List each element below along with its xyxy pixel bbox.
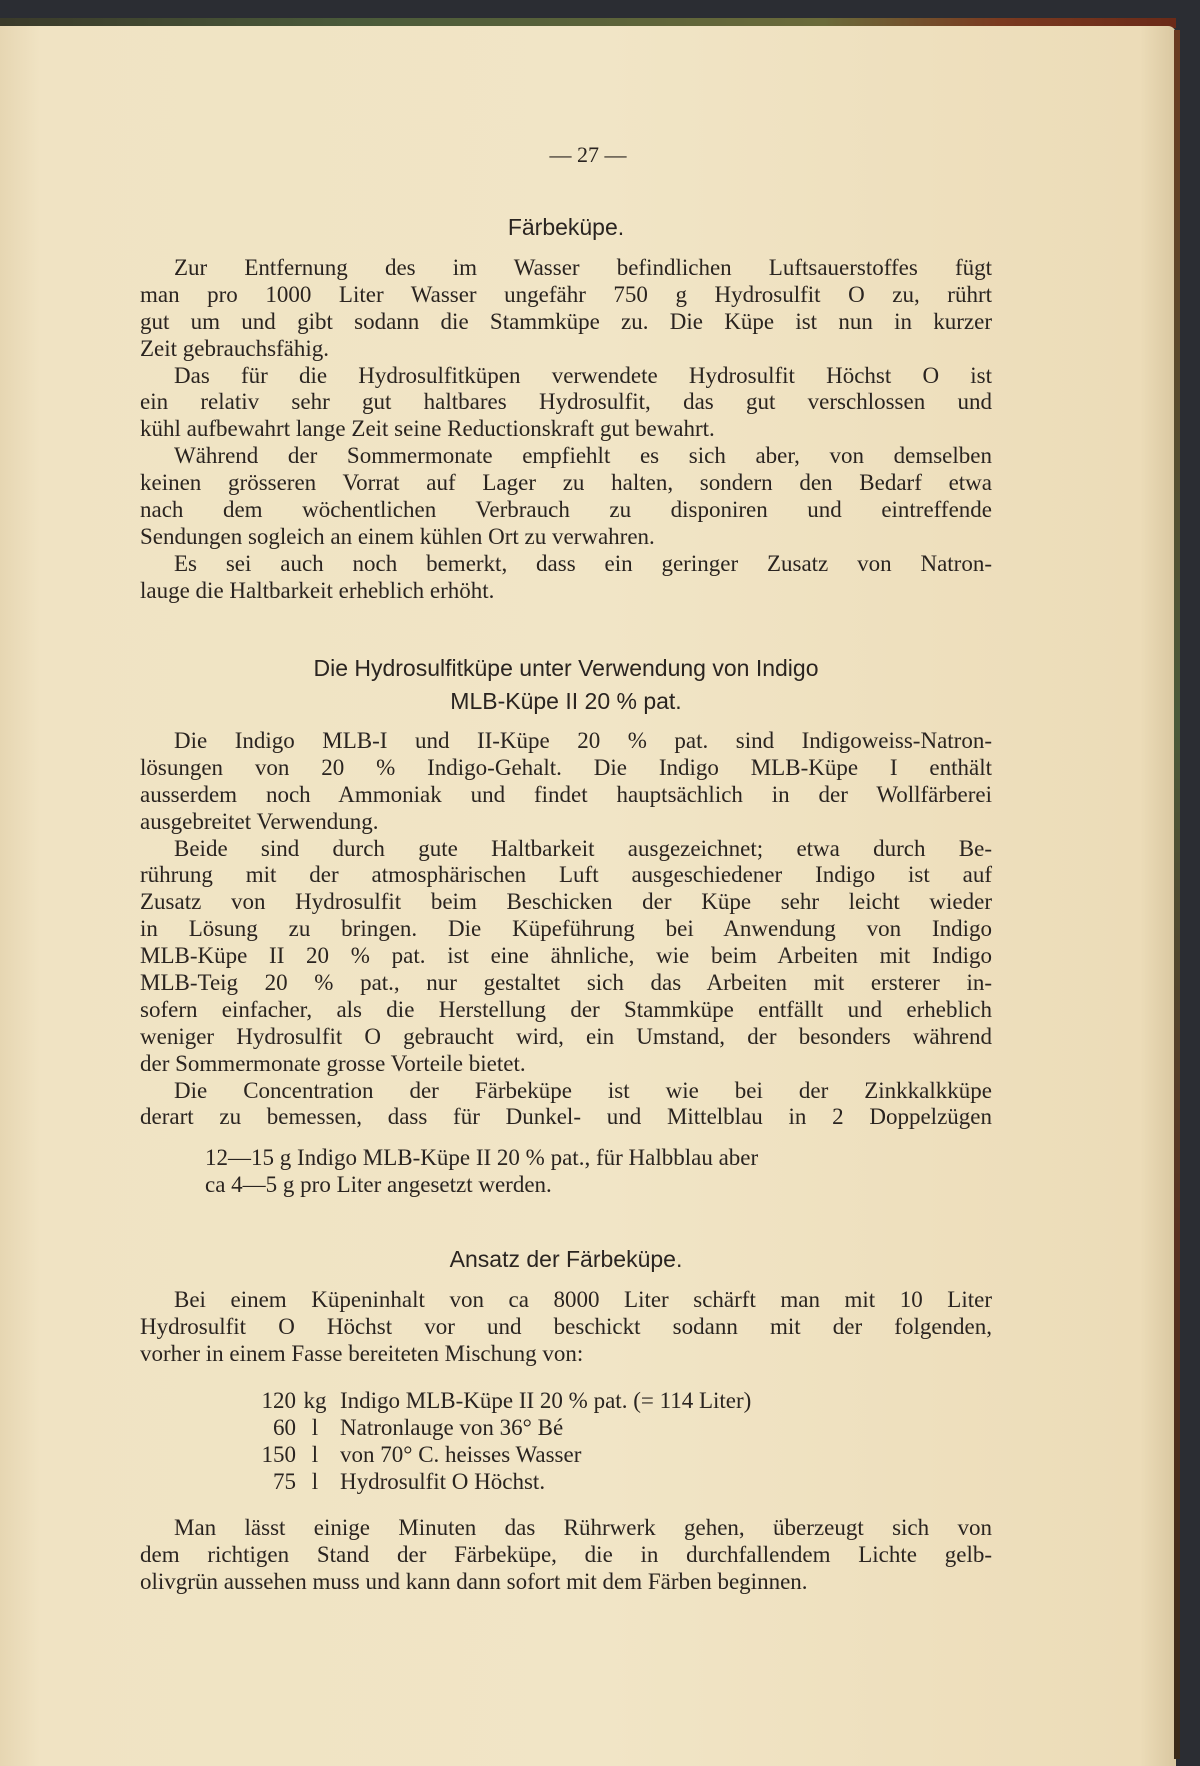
paragraph-4 [140,1514,992,1595]
text-line: Zusatz von Hydrosulfit beim Beschicken der Küpe sehr leicht wieder [140,889,992,915]
text-line: der Sommermonate grosse Vorteile bietet. [140,1050,526,1076]
text-line: vorher in einem Fasse bereiteten Mischung von: [140,1340,584,1366]
text-line: derart zu bemessen, dass für Dunkel- und Mittelblau in 2 Doppelzügen [140,1104,992,1130]
page-number: — 27 — [549,142,627,167]
recipe-unit: l [311,1415,319,1440]
text-line: Sendungen sogleich an einem kühlen Ort zu verwahren. [140,523,655,549]
recipe-qty: 75 [273,1469,296,1494]
heading-faerbekuepe: Färbeküpe. [507,214,625,240]
text-line: kühl aufbewahrt lange Zeit seine Reductionskraft gut bewahrt. [140,416,715,442]
recipe-row [250,1441,751,1468]
recipe-unit: l [311,1442,319,1467]
text-line: rührung mit der atmosphärischen Luft ausgeschiedener Indigo ist auf [140,862,992,888]
text-line: Zeit gebrauchsfähig. [140,335,330,361]
text-line: dem richtigen Stand der Färbeküpe, die in durchfallendem Lichte gelb- [140,1541,992,1567]
text-line: ca 4—5 g pro Liter angesetzt werden. [205,1171,552,1197]
recipe-row [250,1414,751,1441]
text-line: Beide sind durch gute Haltbarkeit ausgezeichnet; etwa durch Be- [174,835,992,861]
heading-hydrosulfitkuepe [140,652,992,718]
paragraph-3 [140,1285,992,1366]
recipe-qty: 120 [261,1388,296,1413]
heading-line: Die Hydrosulfitküpe unter Verwendung von Indigo [313,655,819,681]
recipe-item: Natronlauge von 36° Bé [340,1415,564,1440]
text-line: ausgebreitet Verwendung. [140,808,379,834]
recipe-unit: kg [303,1388,327,1413]
text-line: olivgrün aussehen muss und kann dann sofort mit dem Färben beginnen. [140,1568,808,1594]
text-line: Die Concentration der Färbeküpe ist wie bei der Zinkkalkküpe [174,1077,992,1103]
text-line: in Lösung zu bringen. Die Küpeführung bei Anwendung von Indigo [140,916,992,942]
text-line: gut um und gibt sodann die Stammküpe zu. Die Küpe ist nun in kurzer [140,308,992,334]
text-line: Während der Sommermonate empfiehlt es sich aber, von demselben [174,443,992,469]
text-line: Die Indigo MLB-I und II-Küpe 20 % pat. sind Indigoweiss-Natron- [174,728,992,753]
text-line: man pro 1000 Liter Wasser ungefähr 750 g Hydrosulfit O zu, rührt [140,281,992,307]
text-line: keinen grösseren Vorrat auf Lager zu halten, sondern den Bedarf etwa [140,470,992,496]
dosage-note [205,1143,925,1197]
heading-ansatz: Ansatz der Färbeküpe. [449,1246,683,1272]
text-line: 12—15 g Indigo MLB-Küpe II 20 % pat., für Halbblau aber [205,1145,759,1170]
text-line: Hydrosulfit O Höchst vor und beschickt sodann mit der folgenden, [140,1313,992,1339]
text-line: Es sei auch noch bemerkt, dass ein geringer Zusatz von Natron- [174,550,992,576]
paragraph-1 [140,255,992,605]
paragraph-2 [140,727,992,1130]
recipe-qty: 60 [273,1415,296,1440]
recipe-qty: 150 [261,1442,296,1467]
text-line: weniger Hydrosulfit O gebraucht wird, ein Umstand, der besonders während [140,1023,992,1049]
recipe-item: von 70° C. heisses Wasser [340,1442,582,1467]
heading-line: MLB-Küpe II 20 % pat. [450,688,682,714]
text-line: Das für die Hydrosulfitküpen verwendete Hydrosulfit Höchst O ist [174,362,992,388]
recipe-row [250,1387,751,1414]
text-line: nach dem wöchentlichen Verbrauch zu disponiren und eintreffende [140,497,992,523]
text-line: lauge die Haltbarkeit erheblich erhöht. [140,577,495,603]
text-line: MLB-Küpe II 20 % pat. ist eine ähnliche, wie beim Arbeiten mit Indigo [140,943,992,969]
text-line: Man lässt einige Minuten das Rührwerk gehen, überzeugt sich von [174,1515,992,1540]
text-line: Zur Entfernung des im Wasser befindlichen Luftsauerstoffes fügt [174,255,992,280]
text-line: ein relativ sehr gut haltbares Hydrosulfit, das gut verschlossen und [140,389,992,415]
recipe-item: Indigo MLB-Küpe II 20 % pat. (= 114 Liter) [340,1388,752,1413]
recipe-row [250,1468,751,1495]
text-line: MLB-Teig 20 % pat., nur gestaltet sich das Arbeiten mit ersterer in- [140,970,992,996]
page-edge [1174,30,1180,1759]
text-line: lösungen von 20 % Indigo-Gehalt. Die Indigo MLB-Küpe I enthält [140,754,992,780]
text-line: ausserdem noch Ammoniak und findet hauptsächlich in der Wollfärberei [140,781,992,807]
recipe-table [250,1387,751,1495]
text-line: Bei einem Küpeninhalt von ca 8000 Liter schärft man mit 10 Liter [174,1287,992,1312]
recipe-unit: l [311,1469,319,1494]
recipe-item: Hydrosulfit O Höchst. [340,1469,546,1494]
text-line: sofern einfacher, als die Herstellung der Stammküpe entfällt und erheblich [140,996,992,1022]
